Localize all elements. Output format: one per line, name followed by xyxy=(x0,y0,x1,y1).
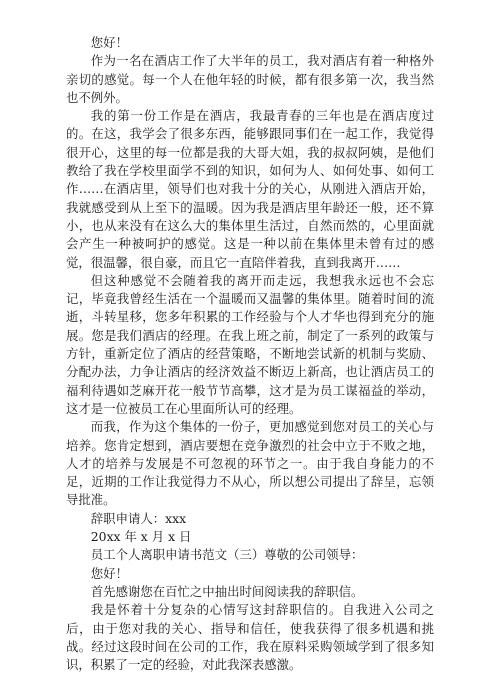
paragraph-complex-feelings: 我是怀着十分复杂的心情写这封辞职信的。自我进入公司之后，由于您对我的关心、指导和信任，使我获得了很多机遇和挑战。经过这段时间在公司的工作，我在原料采购领域学到了很多知识，积累了一定的经验，对此我深表感激。 xyxy=(66,602,434,673)
section-heading: 员工个人离职申请书范文（三）尊敬的公司领导： xyxy=(90,547,364,563)
paragraph-first-job: 我的第一份工作是在酒店，我最青春的三年也是在酒店度过的。在这，我学会了很多东西，能够跟同事们在一起工作，我觉得很开心，这里的每一位都是我的大哥大姐，我的叔叔阿姨，是他们教给了我在学校里面学不到的知识，如何为人、如何处事、如何工作……在酒店里，领导们也对我十分的关心，从刚进入酒店开始，我就感受到从上至下的温暖。因为我是酒店里年龄还一般，还不算小，也从来没有在这么大的集体里生活过，自然而然的，心里面就会产生一种被呵护的感觉。这是一种以前在集体里未曾有过的感觉，很温馨，很自豪，而且它一直陪伴着我，直到我离开…… xyxy=(66,108,434,270)
paragraph-intro: 作为一名在酒店工作了大半年的员工，我对酒店有着一种格外亲切的感觉。每一个人在他年轻的时候，都有很多第一次，我当然也不例外。 xyxy=(66,53,434,105)
greeting: 您好！ xyxy=(90,35,128,50)
paragraph-resignation-reason: 而我，作为这个集体的一份子，更加感觉到您对员工的关心与培养。您肯定想到，酒店要想在竞争激烈的社会中立于不败之地，人才的培养与发展是不可忽视的环节之一。由于我自身能力的不足，近期的工作让我觉得力不从心，所以想公司提出了辞呈，忘领导批准。 xyxy=(66,419,434,508)
paragraph-thanks: 首先感谢您在百忙之中抽出时间阅读我的辞职信。 xyxy=(90,583,364,599)
paragraph-manager: 但这种感觉不会随着我的离开而走远，我想我永远也不会忘记，毕竟我曾经生活在一个温暖而又温馨的集体里。随着时间的流逝，斗转星移，您多年积累的工作经验与个人才华也得到充分的施展。您是我们酒店的经理。在我上班之前，制定了一系列的政策与方针，重新定位了酒店的经营策略，不断地尝试新的机制与奖励、分配办法，力争让酒店的经济效益不断迈上新高，也让酒店员工的福利待遇如芝麻开花一般节节高攀，这才是为员工谋福益的举动，这才是一位被员工在心里面所认可的经理。 xyxy=(66,272,434,416)
signer: 辞职申请人：xxx xyxy=(90,510,187,526)
greeting-2: 您好！ xyxy=(90,565,128,581)
date: 20xx 年 x 月 x 日 xyxy=(90,529,192,545)
